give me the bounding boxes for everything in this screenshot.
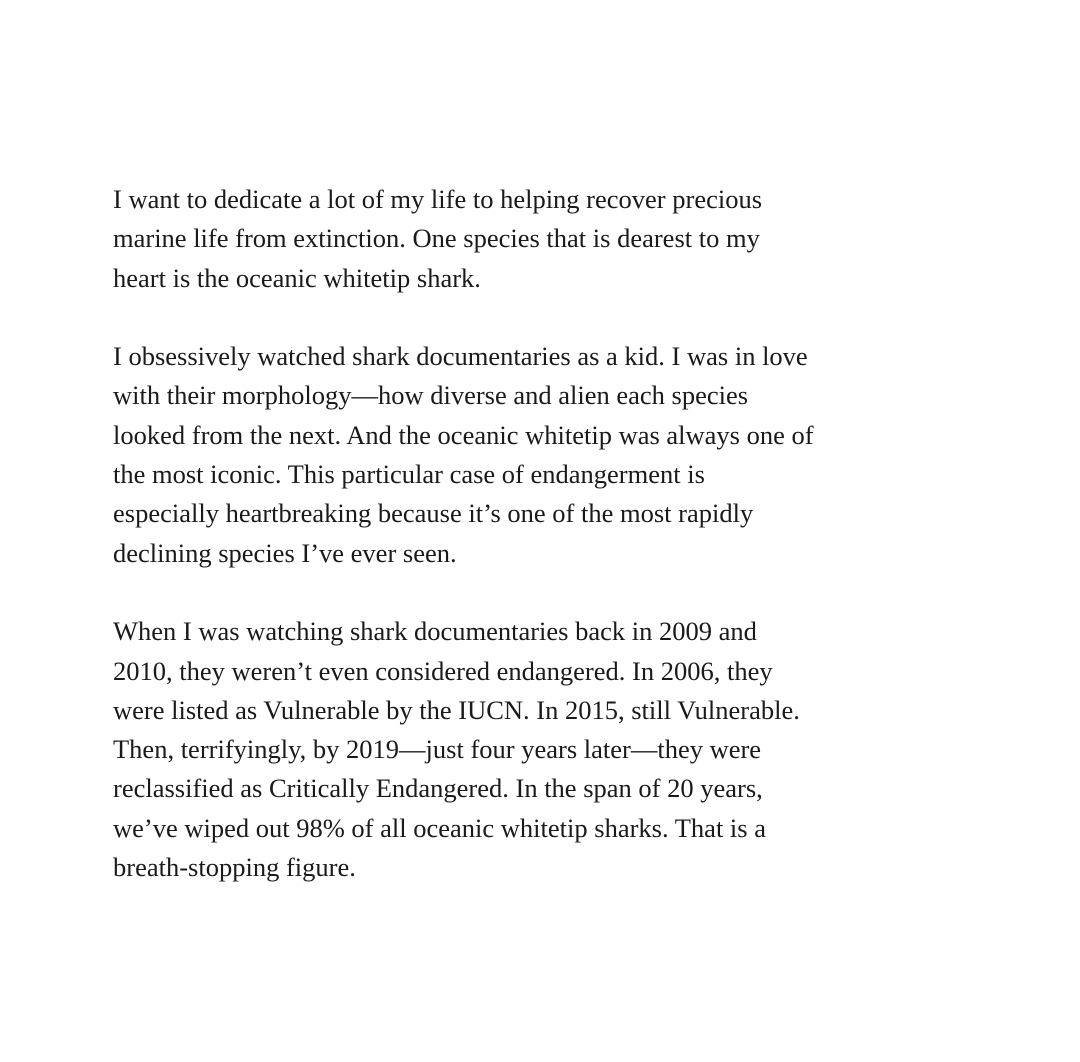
paragraph-line: the most iconic. This particular case of endangerment is: [113, 459, 705, 490]
paragraph-line: declining species I’ve ever seen.: [113, 537, 457, 568]
paragraph-line: we’ve wiped out 98% of all oceanic whitetip sharks. That is a: [113, 812, 766, 843]
paragraph-line: especially heartbreaking because it’s one of the most rapidly: [113, 498, 754, 529]
paragraph-line: reclassified as Critically Endangered. In the span of 20 years,: [113, 773, 763, 804]
paragraph-line: with their morphology—how diverse and alien each species: [113, 380, 749, 411]
paragraph-line: heart is the oceanic whitetip shark.: [113, 262, 481, 293]
document-body: [113, 180, 963, 887]
paragraph-line: I obsessively watched shark documentaries as a kid. I was in love: [113, 341, 808, 372]
paragraph-2: [113, 337, 963, 573]
paragraph-3: [113, 612, 963, 887]
paragraph-1: [113, 180, 963, 298]
paragraph-line: I want to dedicate a lot of my life to helping recover precious: [113, 184, 763, 214]
paragraph-line: breath-stopping figure.: [113, 852, 356, 883]
paragraph-line: 2010, they weren’t even considered endangered. In 2006, they: [113, 655, 773, 686]
paragraph-line: When I was watching shark documentaries back in 2009 and: [113, 616, 757, 647]
paragraph-line: Then, terrifyingly, by 2019—just four years later—they were: [113, 734, 762, 765]
paragraph-line: were listed as Vulnerable by the IUCN. In 2015, still Vulnerable.: [113, 694, 800, 725]
paragraph-line: looked from the next. And the oceanic whitetip was always one of: [113, 419, 814, 450]
paragraph-line: marine life from extinction. One species that is dearest to my: [113, 223, 760, 254]
